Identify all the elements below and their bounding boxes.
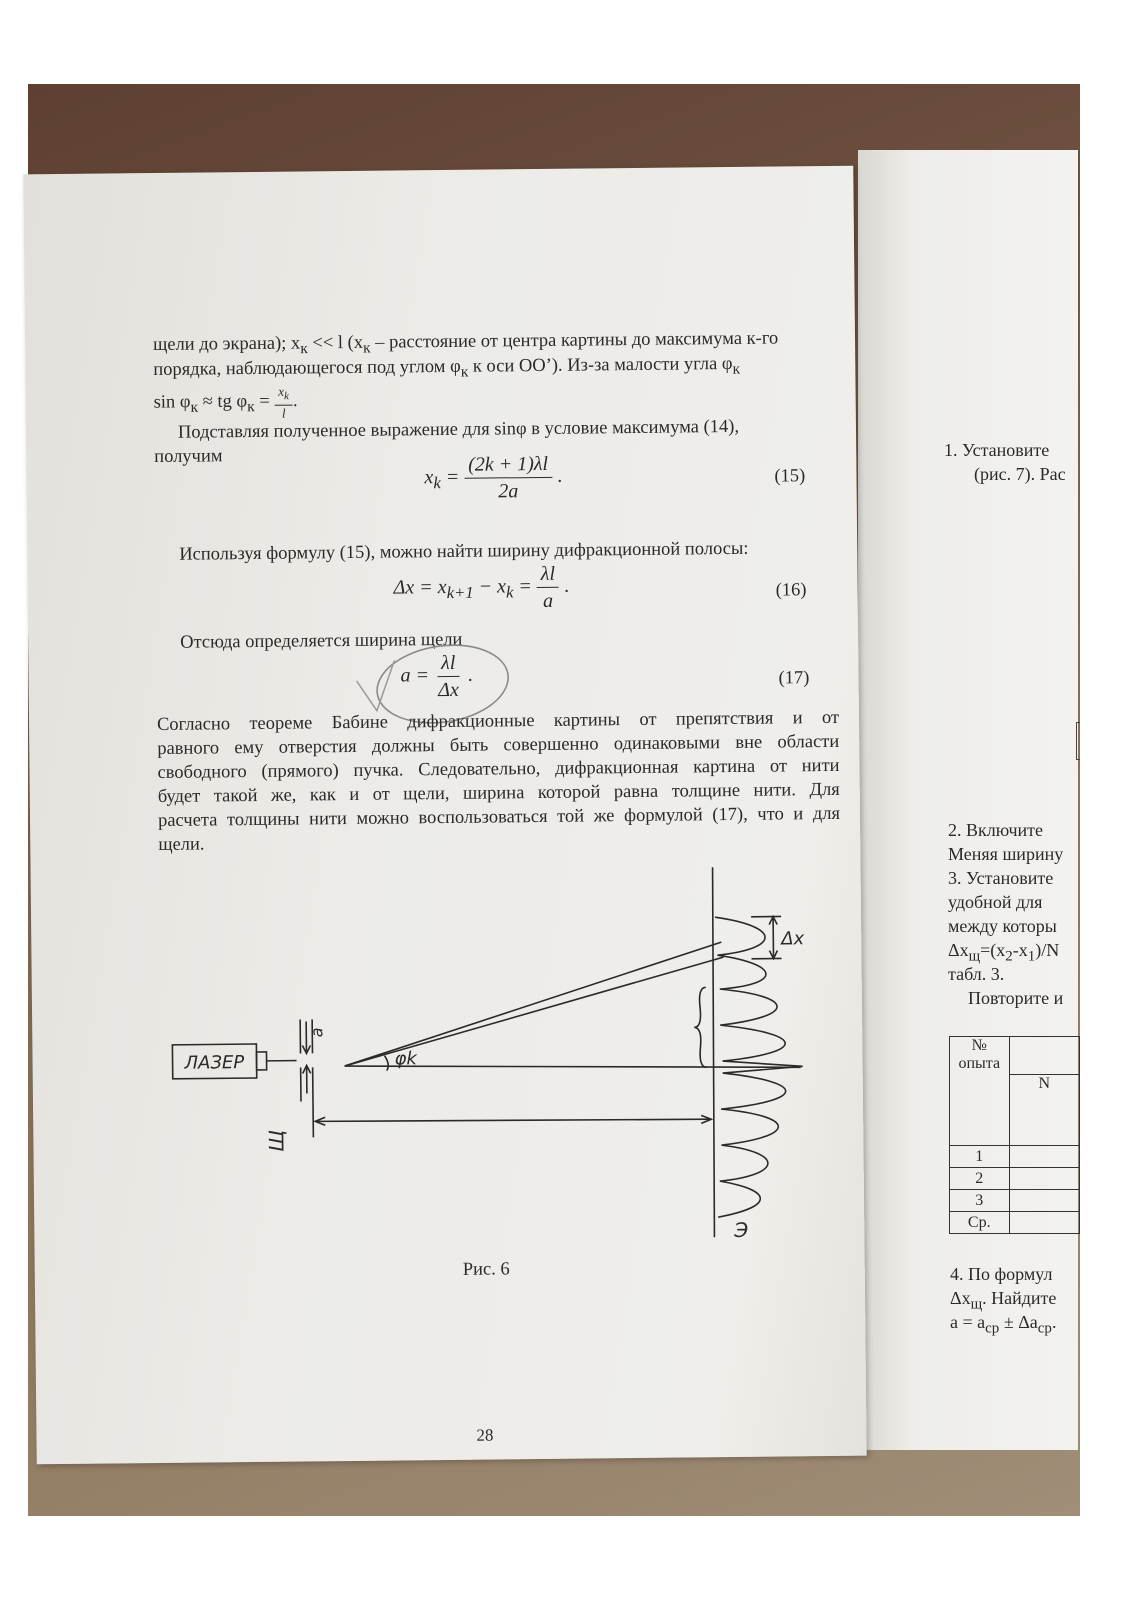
- table-row-label: 1: [950, 1146, 1010, 1168]
- table-cell: [1009, 1168, 1079, 1190]
- text-line: Согласно теореме Бабине дифракционные картины от препятствия и от: [156, 707, 840, 736]
- item-4-line: 4. По формул: [950, 1264, 1053, 1284]
- item-2-line: Меняя ширину: [948, 844, 1064, 864]
- table-row-label: 3: [950, 1190, 1010, 1212]
- table-header-cell: N: [1009, 1075, 1079, 1146]
- item-4-line: $a = a_{ср} \pm \Delta a_{ср}$.: [950, 1312, 1057, 1337]
- page-number: 28: [476, 1425, 494, 1445]
- text-line: Отсюда определяется ширина щели: [180, 629, 463, 653]
- text-line: щели.: [158, 834, 205, 856]
- equation-number-15: (15): [774, 466, 806, 487]
- figure-7-fragment: [1076, 722, 1080, 760]
- item-1-line: 1. Установите: [944, 440, 1050, 460]
- figure-6-diffraction-diagram: [130, 856, 834, 1263]
- item-3-line: между которы: [948, 916, 1057, 936]
- text-line: Подставляя полученное выражение для sinφ в условие максимума (14),: [177, 416, 740, 443]
- table-row-label: 2: [950, 1168, 1010, 1190]
- table-header-cell: [1009, 1037, 1079, 1075]
- table-ref: табл. 3.: [948, 964, 1005, 984]
- text-line: будет такой же, как и от щели, ширина которой равна толщине нити. Для: [157, 779, 840, 808]
- text-line: получим: [154, 446, 223, 468]
- item-1-line: (рис. 7). Рас: [974, 464, 1066, 484]
- text-line: щели до экрана); $x_к << l$ ($x_к$ – расстояние от центра картины до максимума к-го: [152, 328, 779, 358]
- equation-15: $x_k$ = $\frac{(2k + 1)\lambda l}{2a}$ .: [424, 451, 562, 505]
- equation-17: a = $\frac{\lambda l}{\Delta x}$ .: [400, 650, 473, 704]
- repeat-line: Повторите и: [968, 988, 1064, 1008]
- table-cell: [1009, 1146, 1079, 1168]
- fringe-width-label: Δx: [781, 928, 805, 950]
- text-line: расчета толщины нити можно воспользоваться той же формулой (17), что и для: [157, 803, 841, 832]
- text-line: Используя формулу (15), можно найти ширину дифракционной полосы:: [179, 538, 749, 565]
- table-row-label: Ср.: [950, 1212, 1010, 1234]
- left-page: [23, 166, 866, 1465]
- table-header-cell: № опыта: [950, 1037, 1010, 1146]
- table-cell: [1009, 1212, 1079, 1234]
- slit-width-label: a: [307, 1027, 327, 1038]
- fraction-eq15: $\frac{(2k + 1)\lambda l}{2a}$: [464, 451, 552, 505]
- text-line: свободного (прямого) пучка. Следовательно, дифракционная картина от нити: [157, 755, 840, 784]
- right-page-content: [858, 150, 1080, 1450]
- formula-line: $\Delta x_щ=(x_2-x_1)/N$: [948, 940, 1060, 965]
- fraction-xk-over-l: $\frac{x_k}{l}$: [274, 384, 293, 421]
- fraction-eq16: $\frac{\lambda l}{a}$: [537, 561, 560, 614]
- text-line: порядка, наблюдающегося под углом $\varphi_к$ к оси ОО’). Из-за малости угла $\varphi_к$: [153, 353, 741, 381]
- table-3: [949, 1036, 1080, 1234]
- item-3-line: удобной для: [948, 892, 1043, 912]
- fraction-eq17: $\frac{\lambda l}{\Delta x}$: [434, 650, 463, 703]
- equation-16: $\Delta x = x_{k+1} - x_k$ = $\frac{\lambda l}{a}$ .: [393, 561, 569, 616]
- table-3-fragment: [949, 1036, 1080, 1246]
- figure-caption: Рис. 6: [462, 1259, 510, 1280]
- text-line: равного ему отверстия должны быть совершенно одинаковыми вне области: [157, 731, 840, 760]
- laser-label: ЛАЗЕР: [184, 1052, 245, 1074]
- equation-number-17: (17): [778, 668, 810, 689]
- item-2-line: 2. Включите: [948, 820, 1044, 840]
- item-4-line: $\Delta x_щ$. Найдите: [950, 1288, 1057, 1313]
- item-3-line: 3. Установите: [948, 868, 1054, 888]
- angle-label: φk: [394, 1048, 417, 1070]
- screen-label: Э: [734, 1217, 749, 1242]
- slit-label: Щ: [264, 1129, 289, 1152]
- text-line: $\sin \varphi_к$ ≈ tg $\varphi_к$ = $\frac{x_k}{l}$ .: [153, 383, 298, 421]
- table-cell: [1009, 1190, 1079, 1212]
- equation-number-16: (16): [775, 580, 807, 601]
